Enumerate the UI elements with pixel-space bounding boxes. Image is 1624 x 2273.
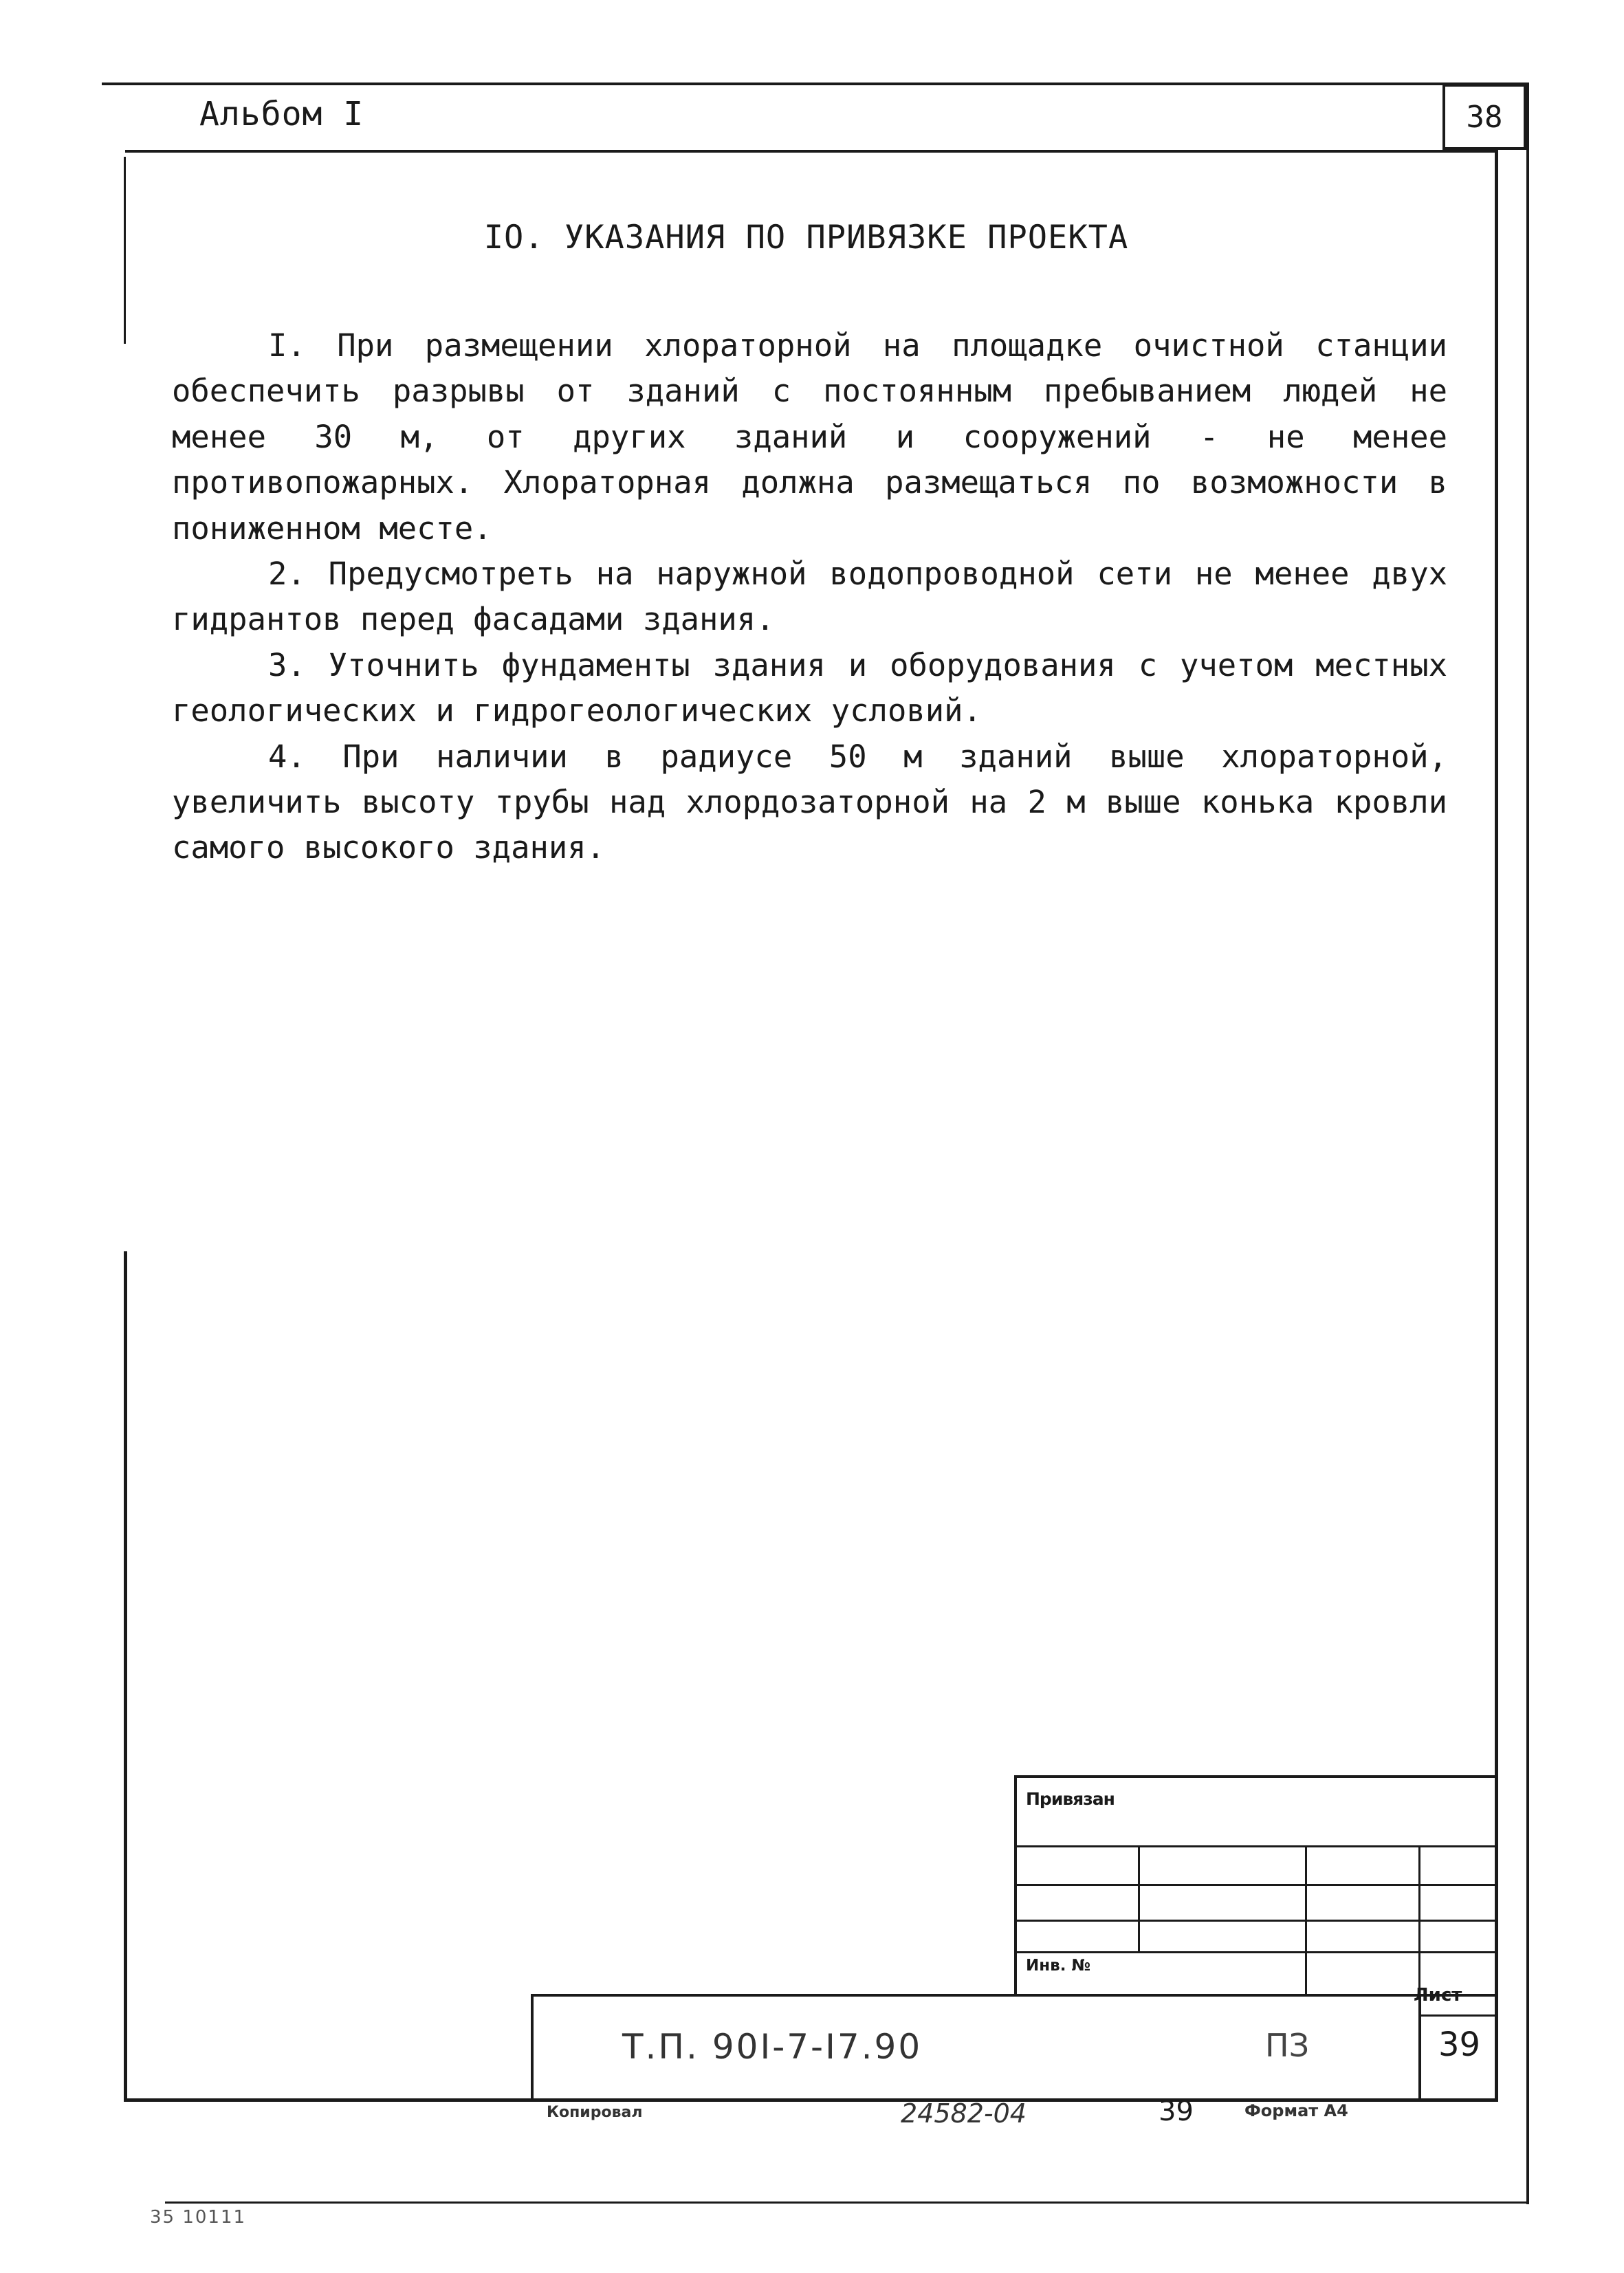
archive-stamp-number: 35 10111 (150, 2207, 247, 2228)
paragraph-1: I. При размещении хлораторной на площадке очистной станции обеспечить разрывы от зданий с постоянным пребыванием людей не менее 30 м, от других зданий и сооружений - не менее противопожарных. Хлораторная должна размещаться по возможности в пониженном месте. (172, 327, 1447, 547)
frame-left-lower (124, 1251, 127, 2098)
page-number: 38 (1442, 84, 1526, 150)
footer-sheet-number: 39 (1159, 2096, 1194, 2127)
paragraph-2: 2. Предусмотреть на наружной водопроводной сети не менее двух гидрантов перед фасадами здания. (172, 556, 1447, 638)
binding-label: Привязан (1026, 1789, 1115, 1809)
instructions-text (172, 323, 1447, 871)
trim-right (1526, 83, 1529, 2204)
frame-top (125, 150, 1497, 153)
sheet-label: Лист (1414, 1985, 1462, 2006)
document-mark: ПЗ (1265, 2027, 1310, 2064)
order-number: 24582-04 (901, 2098, 1027, 2129)
top-rule (102, 83, 1528, 85)
format-label: Формат А4 (1244, 2101, 1348, 2120)
trim-bottom (165, 2201, 1529, 2204)
document-code: Т.П. 90I-7-I7.90 (622, 2027, 923, 2067)
paragraph-4: 4. При наличии в радиусе 50 м зданий выше хлораторной, увеличить высоту трубы над хлордозаторной на 2 м выше конька кровли самого высокого здания. (172, 738, 1447, 866)
paragraph-3: 3. Уточнить фундаменты здания и оборудования с учетом местных геологических и гидрогеологических условий. (172, 646, 1447, 729)
sheet-number: 39 (1438, 2025, 1481, 2064)
copied-by-label: Копировал (547, 2104, 643, 2121)
album-label: Альбом I (199, 95, 364, 133)
section-title: IO. УКАЗАНИЯ ПО ПРИВЯЗКЕ ПРОЕКТА (483, 219, 1129, 256)
frame-right (1495, 150, 1498, 2101)
inventory-number-label: Инв. № (1026, 1957, 1091, 1975)
